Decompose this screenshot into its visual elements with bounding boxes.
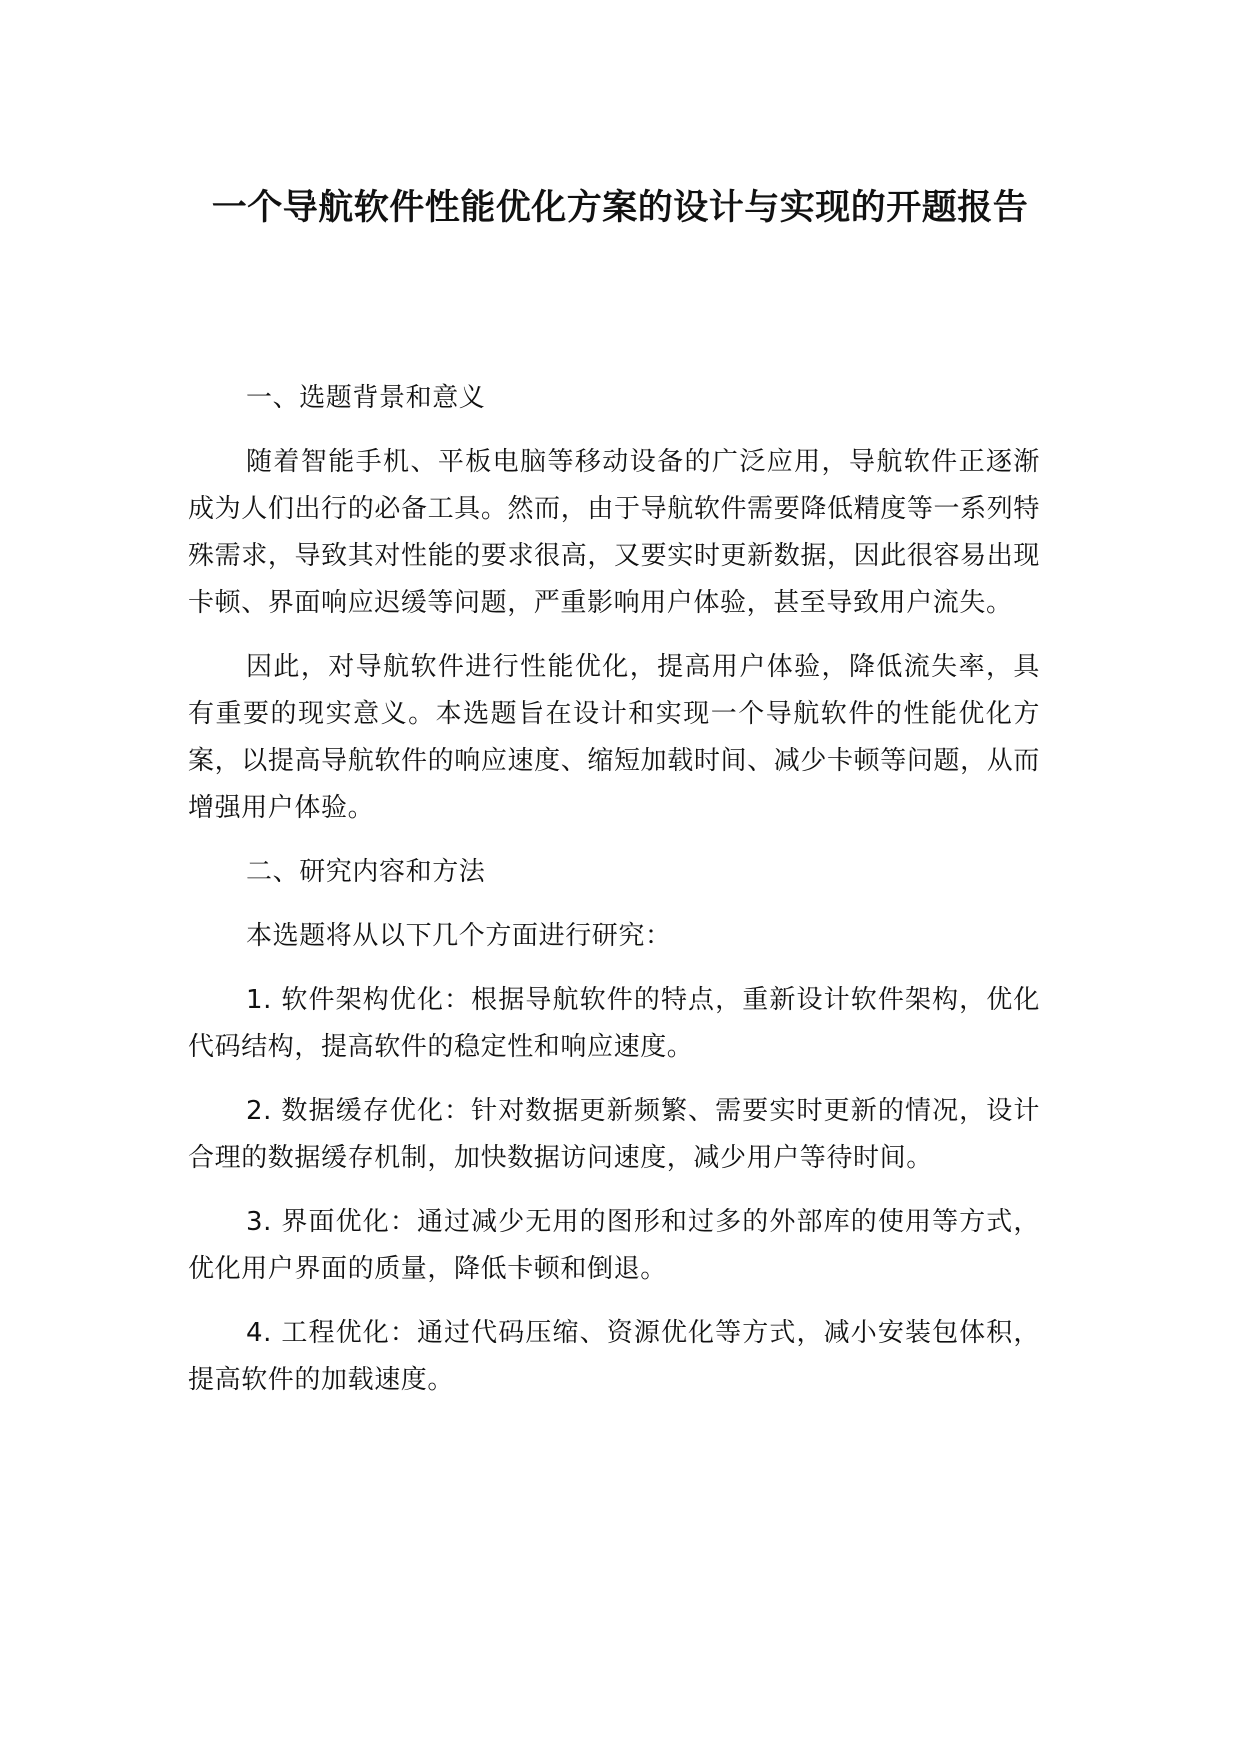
paragraph-background-1: 随着智能手机、平板电脑等移动设备的广泛应用，导航软件正逐渐成为人们出行的必备工具。然而，由于导航软件需要降低精度等一系列特殊需求，导致其对性能的要求很高，又要实时更新数据，因此很容易出现卡顿、界面响应迟缓等问题，严重影响用户体验，甚至导致用户流失。 (188, 447, 1040, 618)
paragraph-research-intro: 本选题将从以下几个方面进行研究： (246, 921, 672, 951)
paragraph-background-2: 因此，对导航软件进行性能优化，提高用户体验，降低流失率，具有重要的现实意义。本选题旨在设计和实现一个导航软件的性能优化方案，以提高导航软件的响应速度、缩短加载时间、减少卡顿等问题，从而增强用户体验。 (188, 652, 1040, 823)
list-item-engineering: 4. 工程优化：通过代码压缩、资源优化等方式，减小安装包体积，提高软件的加载速度。 (188, 1318, 1040, 1395)
section-heading-background: 一、选题背景和意义 (246, 383, 486, 413)
list-item-architecture: 1. 软件架构优化：根据导航软件的特点，重新设计软件架构，优化代码结构，提高软件的稳定性和响应速度。 (188, 985, 1040, 1062)
list-item-interface: 3. 界面优化：通过减少无用的图形和过多的外部库的使用等方式，优化用户界面的质量，降低卡顿和倒退。 (188, 1207, 1040, 1284)
document-title: 一个导航软件性能优化方案的设计与实现的开题报告 (211, 188, 1029, 228)
document-body (188, 375, 1040, 1421)
section-heading-research: 二、研究内容和方法 (246, 857, 486, 887)
list-item-data-cache: 2. 数据缓存优化：针对数据更新频繁、需要实时更新的情况，设计合理的数据缓存机制，加快数据访问速度，减少用户等待时间。 (188, 1096, 1040, 1173)
